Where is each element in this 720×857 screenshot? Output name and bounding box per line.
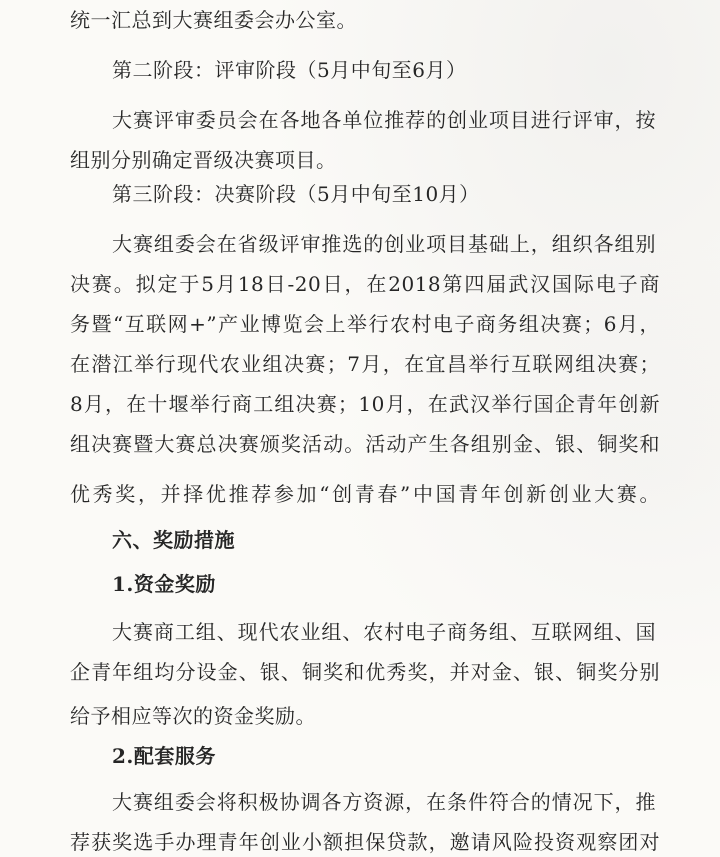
stage-three-heading: 第三阶段：决赛阶段（5月中旬至10月）: [112, 182, 480, 206]
text-line-10: 8月，在十堰举行商工组决赛；10月，在武汉举行国企青年创新: [70, 392, 660, 416]
text-line-7: 决赛。拟定于5月18日-20日，在2018第四届武汉国际电子商: [70, 272, 660, 296]
text-line-19: 大赛组委会将积极协调各方资源，在条件符合的情况下，推: [112, 790, 656, 814]
text-line-1: 统一汇总到大赛组委会办公室。: [70, 8, 357, 32]
text-line-9: 在潜江举行现代农业组决赛；7月，在宜昌举行互联网组决赛；: [70, 352, 660, 376]
text-line-8: 务暨“互联网+”产业博览会上举行农村电子商务组决赛；6月，: [70, 312, 660, 336]
subheading-support-services: 2.配套服务: [112, 744, 216, 768]
section-heading-rewards: 六、奖励措施: [112, 528, 235, 552]
subheading-funding: 1.资金奖励: [112, 572, 216, 596]
text-line-12: 优秀奖，并择优推荐参加“创青春”中国青年创新创业大赛。: [70, 482, 660, 506]
text-line-17: 给予相应等次的资金奖励。: [70, 704, 316, 728]
stage-two-heading: 第二阶段：评审阶段（5月中旬至6月）: [112, 58, 467, 82]
text-line-20: 荐获奖选手办理青年创业小额担保贷款，邀请风险投资观察团对: [70, 830, 660, 854]
text-line-4: 组别分别确定晋级决赛项目。: [70, 148, 337, 172]
text-line-16: 企青年组均分设金、银、铜奖和优秀奖，并对金、银、铜奖分别: [70, 660, 660, 684]
text-line-6: 大赛组委会在省级评审推选的创业项目基础上，组织各组别: [112, 232, 656, 256]
text-line-15: 大赛商工组、现代农业组、农村电子商务组、互联网组、国: [112, 620, 656, 644]
text-line-3: 大赛评审委员会在各地各单位推荐的创业项目进行评审，按: [112, 108, 656, 132]
text-line-11: 组决赛暨大赛总决赛颁奖活动。活动产生各组别金、银、铜奖和: [70, 432, 660, 456]
